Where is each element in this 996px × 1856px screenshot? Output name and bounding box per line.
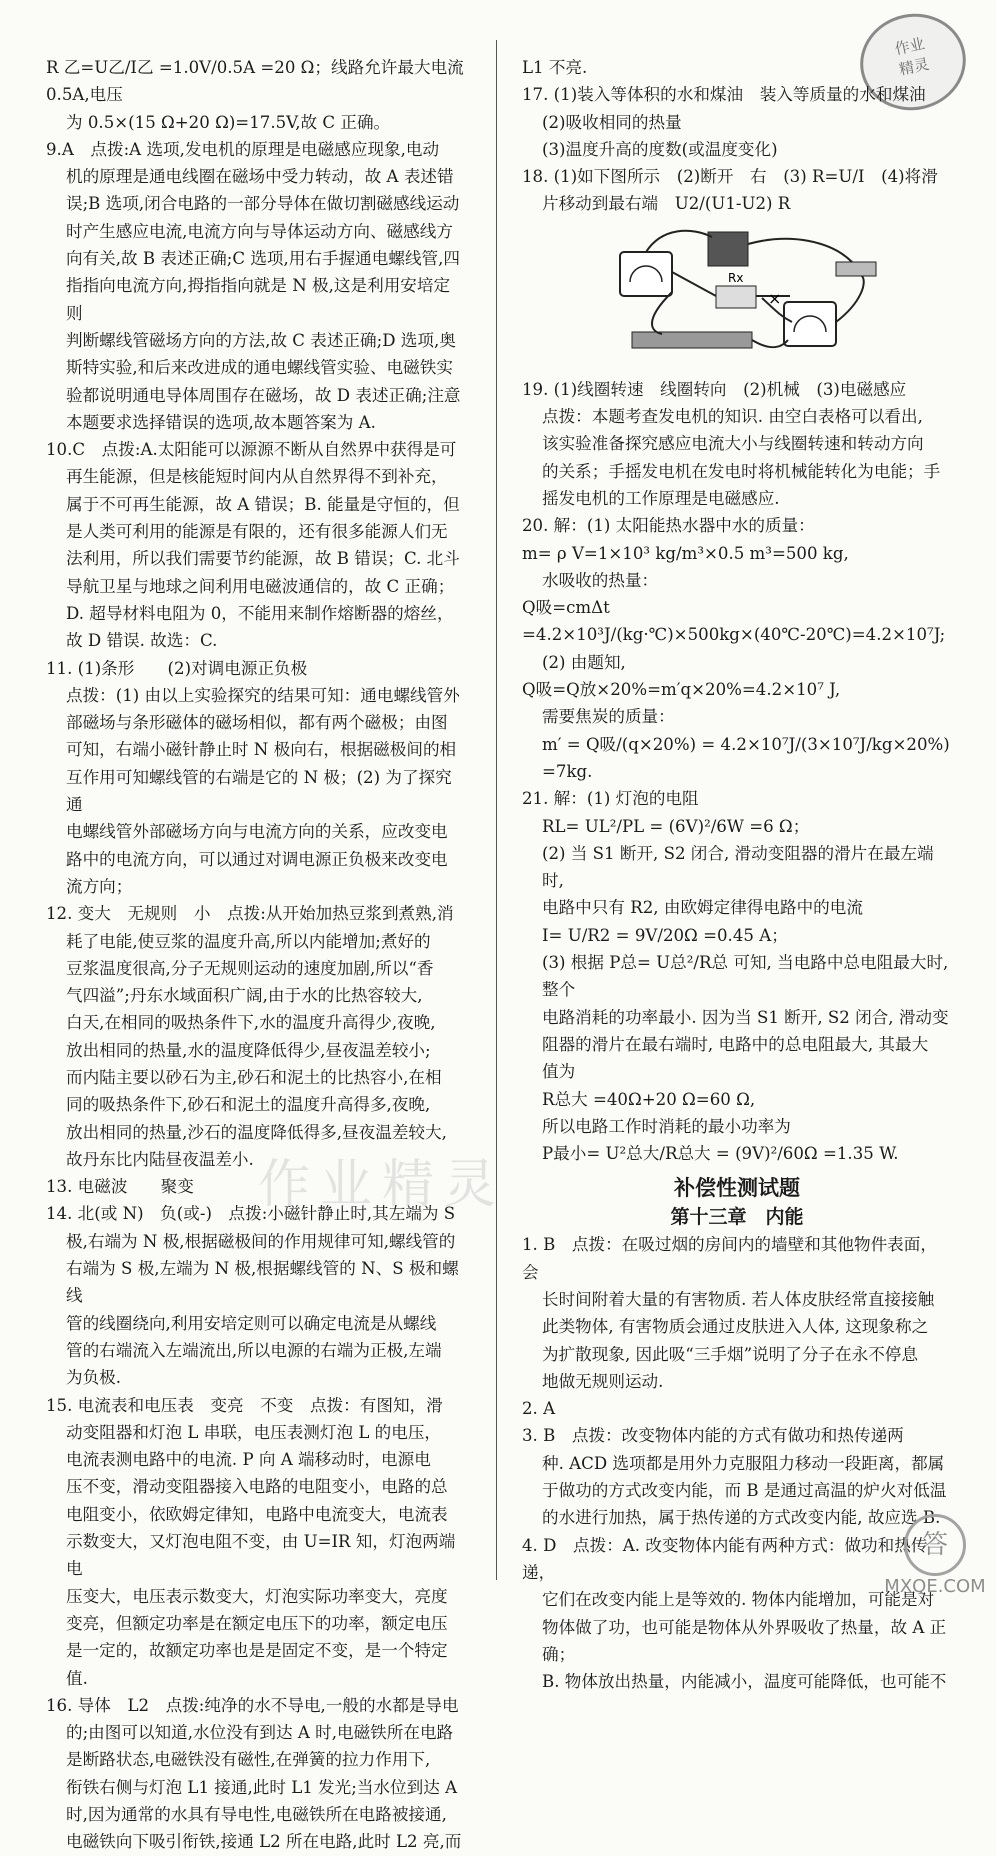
text-line: 电路消耗的功率最小. 因为当 S1 断开, S2 闭合, 滑动变 — [542, 1007, 949, 1027]
text-line: P最小= U²总大/R总大 = (9V)²/60Ω =1.35 W. — [542, 1144, 899, 1164]
text-line: 10.C 点拨:A.太阳能可以源源不断从自然界中获得是可 — [46, 440, 457, 460]
text-line: 是人类可利用的能源是有限的，还有很多能源人们无 — [66, 522, 448, 542]
text-line: 地做无规则运动. — [542, 1371, 664, 1391]
text-line: 17. (1)装入等体积的水和煤油 装入等质量的水和煤油 — [522, 85, 926, 105]
text-line: m′ = Q吸/(q×20%) = 4.2×10⁷J/(3×10⁷J/kg×20%) =7kg. — [542, 734, 956, 781]
text-line: 电流表测电路中的电流. P 向 A 端移动时，电源电 — [66, 1450, 431, 1470]
answers-19-21 — [522, 376, 956, 1168]
answers-17-18 — [522, 54, 952, 218]
text-line: (2)吸收相同的热量 — [542, 112, 682, 132]
text-line: L1 不亮. — [522, 58, 588, 77]
text-line: 而内陆主要以砂石为主,砂石和泥土的比热容小,在相 — [66, 1067, 442, 1087]
text-line: 放出相同的热量,沙石的温度降低得多,昼夜温差较大, — [66, 1122, 447, 1142]
text-line: 本题要求选择错误的选项,故本题答案为 A. — [66, 412, 376, 432]
text-line: 时,因为通常的水具有导电性,电磁铁所在电路被接通, — [66, 1805, 447, 1824]
text-line: 13. 电磁波 聚变 — [46, 1177, 194, 1197]
stamp-logo: 作业 精灵 — [851, 4, 975, 120]
text-line: 法利用，所以我们需要节约能源，故 B 错误；C. 北斗 — [66, 549, 460, 569]
text-line: 9.A 点拨:A 选项,发电机的原理是电磁感应现象,电动 — [46, 139, 440, 159]
text-line: 可知，右端小磁针静止时 N 极向右，根据磁极间的相 — [66, 740, 457, 760]
text-line: (3)温度升高的度数(或温度变化) — [542, 139, 778, 159]
text-line: 3. B 点拨：改变物体内能的方式有做功和热传递两 — [522, 1426, 904, 1446]
text-line: 的;由图可以知道,水位没有到达 A 时,电磁铁所在电路 — [66, 1723, 454, 1743]
text-line: D. 超导材料电阻为 0，不能用来制作熔断器的熔丝， — [66, 603, 454, 623]
ammeter-icon — [620, 252, 672, 296]
text-line: 互作用可知螺线管的右端是它的 N 极；(2) 为了探究通 — [66, 767, 452, 815]
text-line: 12. 变大 无规则 小 点拨:从开始加热豆浆到煮熟,消 — [46, 904, 454, 924]
text-line: 右端为 S 极,左端为 N 极,根据螺线管的 N、S 极和螺线 — [66, 1259, 459, 1306]
text-line: 为扩散现象, 因此吸“三手烟”说明了分子在永不停息 — [542, 1344, 918, 1364]
text-line: 长时间附着大量的有害物质. 若人体皮肤经常直接接触 — [542, 1289, 935, 1309]
text-line: 电路中只有 R2, 由欧姆定律得电路中的电流 — [542, 898, 863, 918]
text-line: 的水进行加热，属于热传递的方式改变内能, 故应选 B. — [542, 1508, 941, 1528]
text-line: =4.2×10³J/(kg·℃)×500kg×(40℃-20℃)=4.2×10⁷J; — [522, 625, 946, 645]
text-line: 衔铁右侧与灯泡 L1 接通,此时 L1 发光;当水位到达 A — [66, 1777, 458, 1797]
circuit-figure — [612, 222, 892, 372]
text-line: 电磁铁向下吸引衔铁,接通 L2 所在电路,此时 L2 亮,而 — [66, 1832, 462, 1852]
battery-icon — [708, 232, 748, 266]
text-line: 白天,在相同的吸热条件下,水的温度升高得少,夜晚, — [66, 1013, 436, 1033]
text-line: 属于不可再生能源，故 A 错误；B. 能量是守恒的，但 — [66, 494, 460, 514]
text-line: 时产生感应电流,电流方向与导体运动方向、磁感线方 — [66, 221, 453, 241]
resistor-rx-icon — [716, 286, 756, 308]
right-column — [522, 54, 956, 1695]
section-title: 补偿性测试题 — [674, 1176, 800, 1201]
text-line: 导航卫星与地球之间利用电磁波通信的，故 C 正确； — [66, 576, 455, 596]
text-line: 机的原理是通电线圈在磁场中受力转动，故 A 表述错 — [66, 167, 454, 187]
text-line: 18. (1)如下图所示 (2)断开 右 (3) R=U/I (4)将滑 — [522, 167, 938, 187]
switch-icon — [836, 262, 876, 276]
watermark: 作业精灵 — [258, 1155, 507, 1215]
text-line: 示数变大，又灯泡电阻不变，由 U=IR 知，灯泡两端电 — [66, 1532, 456, 1579]
text-line: 再生能源，但是核能短时间内从自然界得不到补充， — [66, 467, 448, 487]
text-line: (2) 当 S1 断开, S2 闭合, 滑动变阻器的滑片在最左端时, — [542, 843, 934, 891]
text-line: Q吸=Q放×20%=m′q×20%=4.2×10⁷ J, — [522, 680, 841, 700]
text-line: 点拨：本题考查发电机的知识. 由空白表格可以看出, — [542, 407, 923, 427]
text-line: 极,右端为 N 极,根据磁极间的作用规律可知,螺线管的 — [66, 1231, 456, 1251]
text-line: 误;B 选项,闭合电路的一部分导体在做切割磁感线运动 — [66, 194, 460, 214]
text-line: 压不变，滑动变阻器接入电路的电阻变小，电路的总 — [66, 1477, 448, 1497]
voltmeter-icon — [784, 302, 836, 346]
rheostat-icon — [632, 332, 752, 348]
text-line: 变亮，但额定功率是在额定电压下的功率，额定电压 — [66, 1613, 448, 1633]
text-line: 判断螺线管磁场方向的方法,故 C 表述正确;D 选项,奥 — [66, 330, 456, 350]
text-line: 部磁场与条形磁体的磁场相似，都有两个磁极；由图 — [66, 713, 448, 733]
text-line: 该实验准备探究感应电流大小与线圈转速和转动方向 — [542, 434, 924, 454]
text-line: 值为 — [542, 1062, 576, 1082]
text-line: 是一定的，故额定功率也是是固定不变，是一个特定 — [66, 1641, 448, 1661]
column-divider — [496, 40, 497, 1580]
text-line: RL= UL²/PL = (6V)²/6W =6 Ω； — [542, 816, 810, 836]
text-line: 流方向； — [66, 876, 133, 896]
text-line: 斯特实验,和后来改进成的通电螺线管实验、电磁铁实 — [66, 358, 453, 378]
text-line: 同的吸热条件下,砂石和泥土的温度升高得多,夜晚, — [66, 1095, 431, 1115]
text-line: 种. ACD 选项都是用外力克服阻力移动一段距离，都属 — [542, 1453, 945, 1473]
text-line: 它们在改变内能上是等效的. 物体内能增加，可能是对 — [542, 1590, 935, 1610]
text-line: 19. (1)线圈转速 线圈转向 (2)机械 (3)电磁感应 — [522, 379, 907, 399]
text-line: 向有关,故 B 表述正确;C 选项,用右手握通电螺线管,四 — [66, 249, 461, 269]
circuit-diagram — [612, 222, 892, 372]
text-line: 物体做了功，也可能是物体从外界吸收了热量，故 A 正确； — [542, 1617, 947, 1664]
text-line: 为负极. — [66, 1368, 122, 1388]
text-line: 2. A — [522, 1399, 556, 1419]
text-line: 是断路状态,电磁铁没有磁性,在弹簧的拉力作用下, — [66, 1750, 431, 1770]
text-line: 11. (1)条形 (2)对调电源正负极 — [46, 658, 308, 678]
text-line: 14. 北(或 N) 负(或-) 点拨:小磁针静止时,其左端为 S — [46, 1204, 456, 1224]
chapter-13-answers — [522, 1231, 952, 1695]
text-line: 点拨：(1) 由以上实验探究的结果可知：通电螺线管外 — [66, 685, 460, 705]
text-line: 电螺线管外部磁场方向与电流方向的关系，应改变电 — [66, 822, 448, 842]
text-line: Q吸=cmΔt — [522, 598, 610, 618]
text-line: 20. 解：(1) 太阳能热水器中水的质量： — [522, 516, 815, 536]
text-line: 水吸收的热量： — [542, 570, 659, 590]
chapter-title: 第十三章 内能 — [670, 1206, 804, 1229]
text-line: 耗了电能,使豆浆的温度升高,所以内能增加;煮好的 — [66, 931, 431, 951]
text-line: 放出相同的热量,水的温度降低得少,昼夜温差较小; — [66, 1040, 431, 1060]
text-line: 的关系；手摇发电机在发电时将机械能转化为电能；手 — [542, 461, 941, 481]
text-line: 指指向电流方向,拇指指向就是 N 极,这是利用安培定则 — [66, 276, 451, 323]
text-line: 验都说明通电导体周围存在磁场，故 D 表述正确;注意 — [66, 385, 461, 405]
text-line: 4. D 点拨：A. 改变物体内能有两种方式：做功和热传递， — [522, 1535, 928, 1582]
text-line: 豆浆温度很高,分子无规则运动的速度加剧,所以“香 — [66, 958, 434, 978]
text-line: 片移动到最右端 U2/(U1-U2) R — [542, 194, 791, 214]
text-line: 电阻变小，依欧姆定律知，电路中电流变大，电流表 — [66, 1504, 448, 1524]
text-line: 压变大，电压表示数变大，灯泡实际功率变大，亮度 — [66, 1586, 448, 1606]
text-line: R总大 =40Ω+20 Ω=60 Ω, — [542, 1089, 756, 1109]
text-line: 路中的电流方向，可以通过对调电源正负极来改变电 — [66, 849, 448, 869]
text-line: 16. 导体 L2 点拨:纯净的水不导电,一般的水都是导电 — [46, 1695, 459, 1715]
text-line: 值. — [66, 1668, 88, 1688]
text-line: 需要焦炭的质量： — [542, 707, 675, 727]
text-line: (2) 由题知, — [542, 652, 626, 672]
text-line: 1. B 点拨：在吸过烟的房间内的墙壁和其他物件表面，会 — [522, 1235, 937, 1282]
text-line: B. 物体放出热量，内能减小，温度可能降低，也可能不 — [542, 1672, 947, 1692]
text-line: R 乙=U乙/I乙 =1.0V/0.5A =20 Ω；线路允许最大电流 0.5A,电压 — [46, 58, 470, 105]
site-logo: 答 MXQE.COM — [880, 1514, 990, 1594]
text-line: 摇发电机的工作原理是电磁感应. — [542, 488, 780, 508]
text-line: 动变阻器和灯泡 L 串联，电压表测灯泡 L 的电压， — [66, 1422, 442, 1442]
text-line: 15. 电流表和电压表 变亮 不变 点拨：有图知，滑 — [46, 1395, 443, 1415]
left-column — [46, 54, 470, 1856]
text-line: 于做功的方式改变内能，而 B 是通过高温的炉火对低温 — [542, 1481, 947, 1501]
text-line: 此类物体, 有害物质会通过皮肤进入人体, 这现象称之 — [542, 1317, 929, 1337]
text-line: 阻器的滑片在最右端时, 电路中的总电阻最大, 其最大 — [542, 1034, 929, 1054]
svg-text:Rx: Rx — [728, 270, 744, 285]
text-line: 所以电路工作时消耗的最小功率为 — [542, 1116, 791, 1136]
text-line: 故 D 错误. 故选：C. — [66, 631, 218, 651]
text-line: m= ρ V=1×10³ kg/m³×0.5 m³=500 kg, — [522, 543, 849, 563]
text-line: 21. 解：(1) 灯泡的电阻 — [522, 789, 699, 809]
text-line: 管的右端流入左端流出,所以电源的右端为正极,左端 — [66, 1340, 442, 1360]
text-line: 故丹东比内陆昼夜温差小. — [66, 1149, 254, 1169]
text-line: 管的线圈绕向,利用安培定则可以确定电流是从螺线 — [66, 1313, 437, 1333]
svg-text:×: × — [768, 288, 782, 308]
text-line: (3) 根据 P总= U总²/R总 可知, 当电路中总电阻最大时, 整个 — [542, 953, 954, 1000]
text-line: I= U/R2 = 9V/20Ω =0.45 A； — [542, 925, 788, 945]
text-line: 气四溢”;丹东水域面积广阔,由于水的比热容较大, — [66, 986, 423, 1006]
text-line: 为 0.5×(15 Ω+20 Ω)=17.5V,故 C 正确。 — [66, 112, 391, 132]
